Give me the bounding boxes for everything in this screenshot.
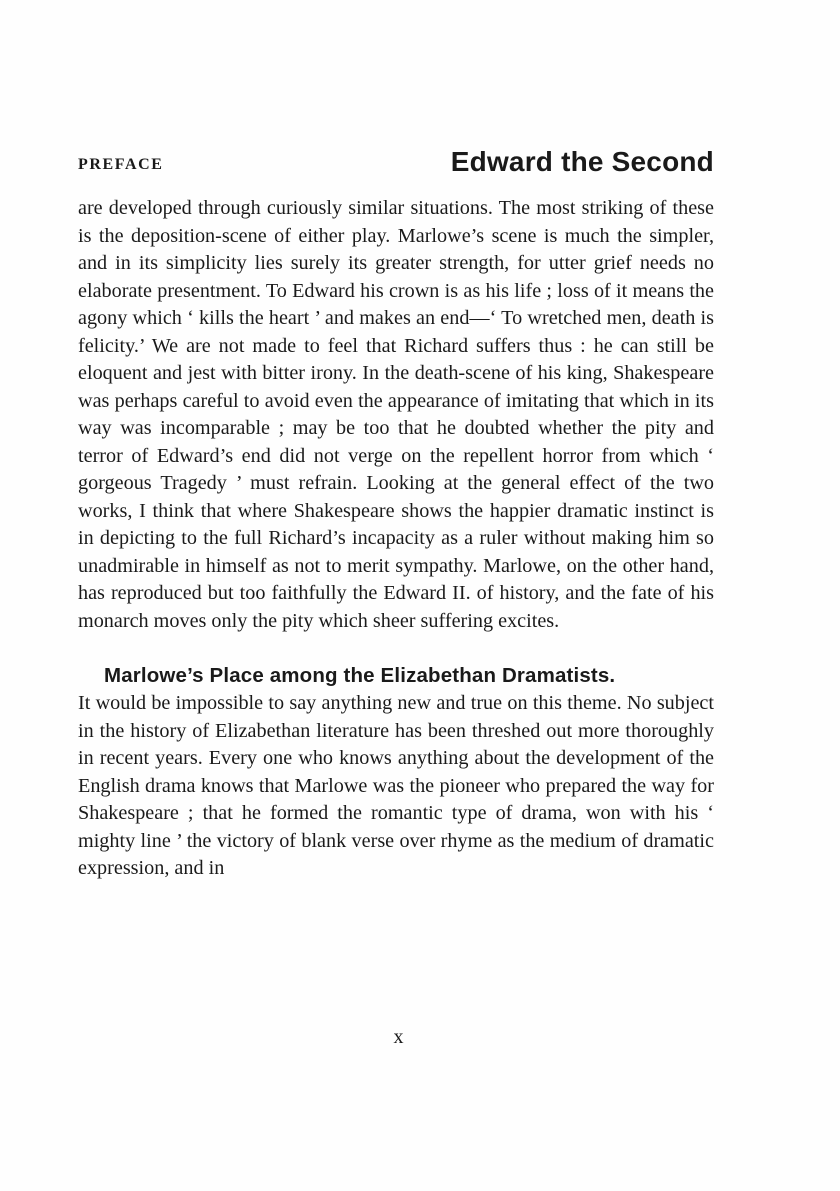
running-head [78,140,714,180]
section-label: PREFACE [78,156,164,173]
page-number: x [393,1026,405,1048]
book-title: Edward the Second [450,146,714,177]
paragraph-deposition-scene: are developed through curiously similar situations. The most striking of these is the deposition-scene of either play. Marlowe’s scene is much the simpler, and in its simplicity lies surely its greater strength, for utter grief needs no elaborate presentment. To Edward his crown is as his life ; loss of it means the agony which ‘ kills the heart ’ and makes an end—‘ To wretched men, death is felicity.’ We are not made to feel that Richard suffers thus : he can still be eloquent and jest with bitter irony. In the death-scene of his king, Shakespeare was perhaps careful to avoid even the appearance of imitating that which in its way was incomparable ; may be too that he doubted whether the pity and terror of Edward’s end did not verge on the repellent horror from which ‘ gorgeous Tragedy ’ must refrain. Looking at the general effect of the two works, I think that where Shakespeare shows the happier dramatic instinct is in depicting to the full Richard’s incapacity as a ruler without making him so unadmirable in himself as not to merit sympathy. Marlowe, on the other hand, has reproduced but too faithfully the Edward II. of history, and the fate of his monarch moves only the pity which sheer suffering excites. [78,197,714,632]
paragraph-marlowe-place: It would be impossible to say anything new and true on this theme. No subject in the history of Elizabethan literature has been threshed out more thoroughly in recent years. Every one who knows anything about the development of the English drama knows that Marlowe was the pioneer who prepared the way for Shakespeare ; that he formed the romantic type of drama, won with his ‘ mighty line ’ the victory of blank verse over rhyme as the medium of dramatic expression, and in [78,692,714,879]
section-heading: Marlowe’s Place among the Elizabethan Dramatists. [104,664,616,687]
body-text [78,195,714,883]
